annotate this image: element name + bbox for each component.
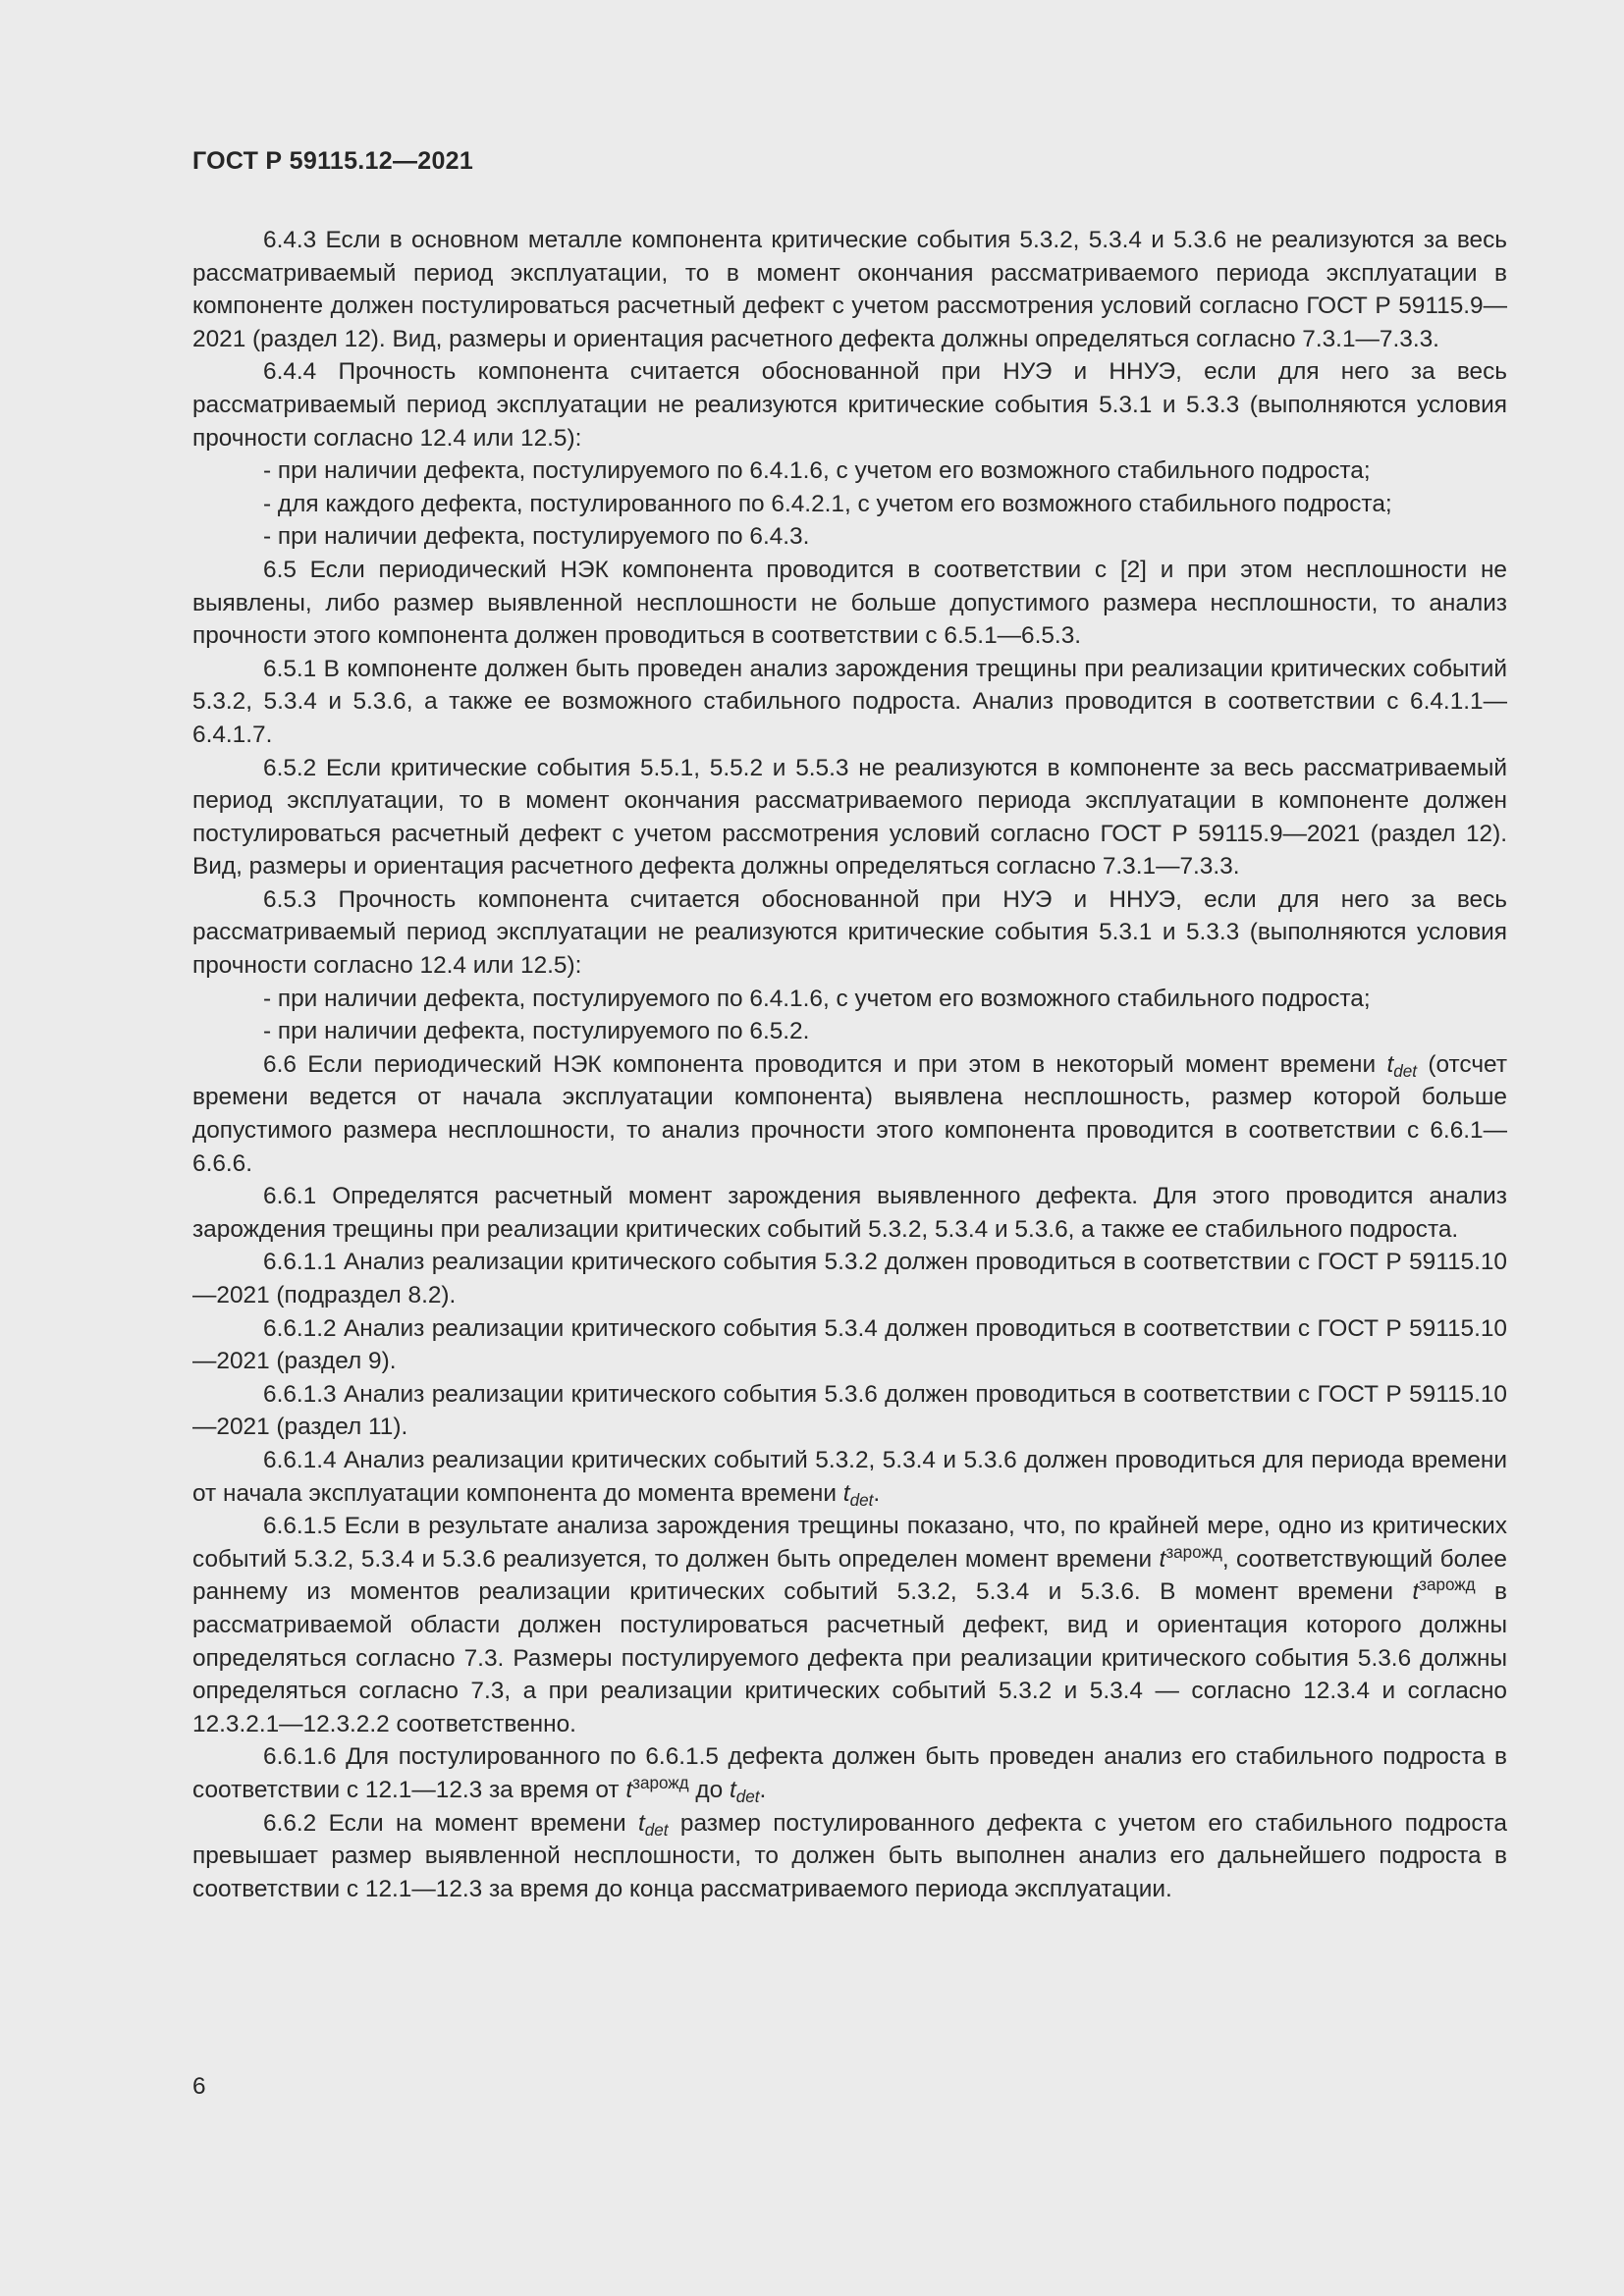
- text-segment: 6.6.1.6 Для постулированного по 6.6.1.5 дефекта должен быть проведен анализ его стабильного подроста в соответствии с 12.1—12.3 за время от: [192, 1743, 1507, 1803]
- italic-symbol: t: [842, 1479, 850, 1507]
- italic-symbol: t: [625, 1776, 633, 1803]
- text-segment: 6.6.2 Если на момент времени: [263, 1809, 639, 1837]
- document-body: [192, 224, 1507, 1905]
- subscript-text: det: [735, 1787, 760, 1806]
- text-segment: (отсчет времени ведется от начала эксплуатации компонента) выявлена несплошность, размер которой больше допустимого размера несплошности, то анализ прочности этого компонента проводится в соответствии с 6.6.1—6.6.6.: [192, 1050, 1507, 1177]
- document-header: ГОСТ Р 59115.12—2021: [192, 147, 474, 175]
- paragraph-6-6-1-1: 6.6.1.1 Анализ реализации критического события 5.3.2 должен проводиться в соответствии с ГОСТ Р 59115.10—2021 (подраздел 8.2).: [192, 1249, 1507, 1308]
- list-item: - при наличии дефекта, постулируемого по 6.4.1.6, с учетом его возможного стабильного подроста;: [263, 985, 1371, 1012]
- italic-symbol: t: [1386, 1050, 1394, 1078]
- subscript-text: det: [1393, 1061, 1418, 1081]
- superscript-text: зарожд: [1165, 1542, 1222, 1562]
- page-number: 6: [192, 2073, 206, 2100]
- paragraph-6-5-3: 6.5.3 Прочность компонента считается обоснованной при НУЭ и ННУЭ, если для него за весь рассматриваемый период эксплуатации не реализуются критические события 5.3.1 и 5.3.3 (выполняются условия прочности согласно 12.4 или 12.5):: [192, 885, 1507, 980]
- paragraph-6-6-1-6: [192, 1740, 1507, 1806]
- text-segment: 6.6.1.5 Если в результате анализа зарождения трещины показано, что, по крайней мере, одно из критических событий 5.3.2, 5.3.4 и 5.3.6 реализуется, то должен быть определен момент времени: [192, 1513, 1507, 1573]
- subscript-text: det: [849, 1490, 874, 1510]
- italic-symbol: t: [1412, 1578, 1420, 1606]
- paragraph-6-5: 6.5 Если периодический НЭК компонента проводится в соответствии с [2] и при этом несплошности не выявлены, либо размер выявленной несплошности не больше допустимого размера несплошности, то анализ прочности этого компонента должен проводиться в соответствии с 6.5.1—6.5.3.: [192, 556, 1507, 650]
- paragraph-6-6: [192, 1048, 1507, 1180]
- text-segment: 6.6 Если периодический НЭК компонента проводится и при этом в некоторый момент времени: [263, 1050, 1387, 1078]
- superscript-text: зарожд: [1419, 1575, 1476, 1595]
- paragraph-6-6-2: [192, 1807, 1507, 1906]
- italic-symbol: t: [638, 1809, 645, 1837]
- italic-symbol: t: [1159, 1545, 1166, 1573]
- text-segment: 6.6.1.4 Анализ реализации критических событий 5.3.2, 5.3.4 и 5.3.6 должен проводиться для периода времени от начала эксплуатации компонента до момента времени: [192, 1446, 1507, 1507]
- italic-symbol: t: [730, 1776, 736, 1803]
- paragraph-6-6-1: 6.6.1 Определятся расчетный момент зарождения выявленного дефекта. Для этого проводится анализ зарождения трещины при реализации критических событий 5.3.2, 5.3.4 и 5.3.6, а также ее стабильного подроста.: [192, 1183, 1507, 1243]
- paragraph-6-4-3: 6.4.3 Если в основном металле компонента критические события 5.3.2, 5.3.4 и 5.3.6 не реализуются за весь рассматриваемый период эксплуатации, то в момент окончания рассматриваемого периода эксплуатации в компоненте должен постулироваться расчетный дефект с учетом рассмотрения условий согласно ГОСТ Р 59115.9—2021 (раздел 12). Вид, размеры и ориентация расчетного дефекта должны определяться согласно 7.3.1—7.3.3.: [192, 227, 1507, 352]
- list-item: - для каждого дефекта, постулированного по 6.4.2.1, с учетом его возможного стабильного подроста;: [263, 490, 1392, 517]
- paragraph-6-6-1-2: 6.6.1.2 Анализ реализации критического события 5.3.4 должен проводиться в соответствии с ГОСТ Р 59115.10—2021 (раздел 9).: [192, 1314, 1507, 1375]
- list-item: - при наличии дефекта, постулируемого по 6.4.3.: [263, 523, 810, 551]
- paragraph-6-6-1-5: [192, 1510, 1507, 1740]
- paragraph-6-5-2: 6.5.2 Если критические события 5.5.1, 5.5.2 и 5.5.3 не реализуются в компоненте за весь рассматриваемый период эксплуатации, то в момент окончания рассматриваемого периода эксплуатации в компоненте должен постулироваться расчетный дефект с учетом рассмотрения условий согласно ГОСТ Р 59115.9—2021 (раздел 12). Вид, размеры и ориентация расчетного дефекта должны определяться согласно 7.3.1—7.3.3.: [192, 754, 1507, 881]
- text-segment: размер постулированного дефекта с учетом его стабильного подроста превышает размер выявленной несплошности, то должен быть выполнен анализ его дальнейшего подроста в соответствии с 12.1—12.3 за время до конца рассматриваемого периода эксплуатации.: [192, 1809, 1507, 1902]
- text-segment: в рассматриваемой области должен постулироваться расчетный дефект, вид и ориентация которого должны определяться согласно 7.3. Размеры постулируемого дефекта при реализации критического события 5.3.6 должны определяться согласно 7.3, а при реализации критических событий 5.3.2 и 5.3.4 — согласно 12.3.4 и согласно 12.3.2.1—12.3.2.2 соответственно.: [192, 1578, 1507, 1737]
- paragraph-6-4-4: 6.4.4 Прочность компонента считается обоснованной при НУЭ и ННУЭ, если для него за весь рассматриваемый период эксплуатации не реализуются критические события 5.3.1 и 5.3.3 (выполняются условия прочности согласно 12.4 или 12.5):: [192, 358, 1507, 452]
- list-item: - при наличии дефекта, постулируемого по 6.5.2.: [263, 1018, 810, 1045]
- paragraph-6-6-1-3: 6.6.1.3 Анализ реализации критического события 5.3.6 должен проводиться в соответствии с ГОСТ Р 59115.10—2021 (раздел 11).: [192, 1380, 1507, 1441]
- text-segment: до: [688, 1776, 731, 1803]
- text-segment: , соответствующий более раннему из моментов реализации критических событий 5.3.2, 5.3.4 и 5.3.6. В момент времени: [192, 1545, 1507, 1606]
- text-segment: .: [873, 1479, 881, 1507]
- text-segment: .: [759, 1776, 767, 1803]
- paragraph-6-5-1: 6.5.1 В компоненте должен быть проведен анализ зарождения трещины при реализации критических событий 5.3.2, 5.3.4 и 5.3.6, а также ее возможного стабильного подроста. Анализ проводится в соответствии с 6.4.1.1—6.4.1.7.: [192, 655, 1507, 748]
- paragraph-6-6-1-4: [192, 1444, 1507, 1510]
- list-item: - при наличии дефекта, постулируемого по 6.4.1.6, с учетом его возможного стабильного подроста;: [263, 457, 1371, 485]
- superscript-text: зарожд: [632, 1773, 689, 1792]
- subscript-text: det: [644, 1820, 669, 1840]
